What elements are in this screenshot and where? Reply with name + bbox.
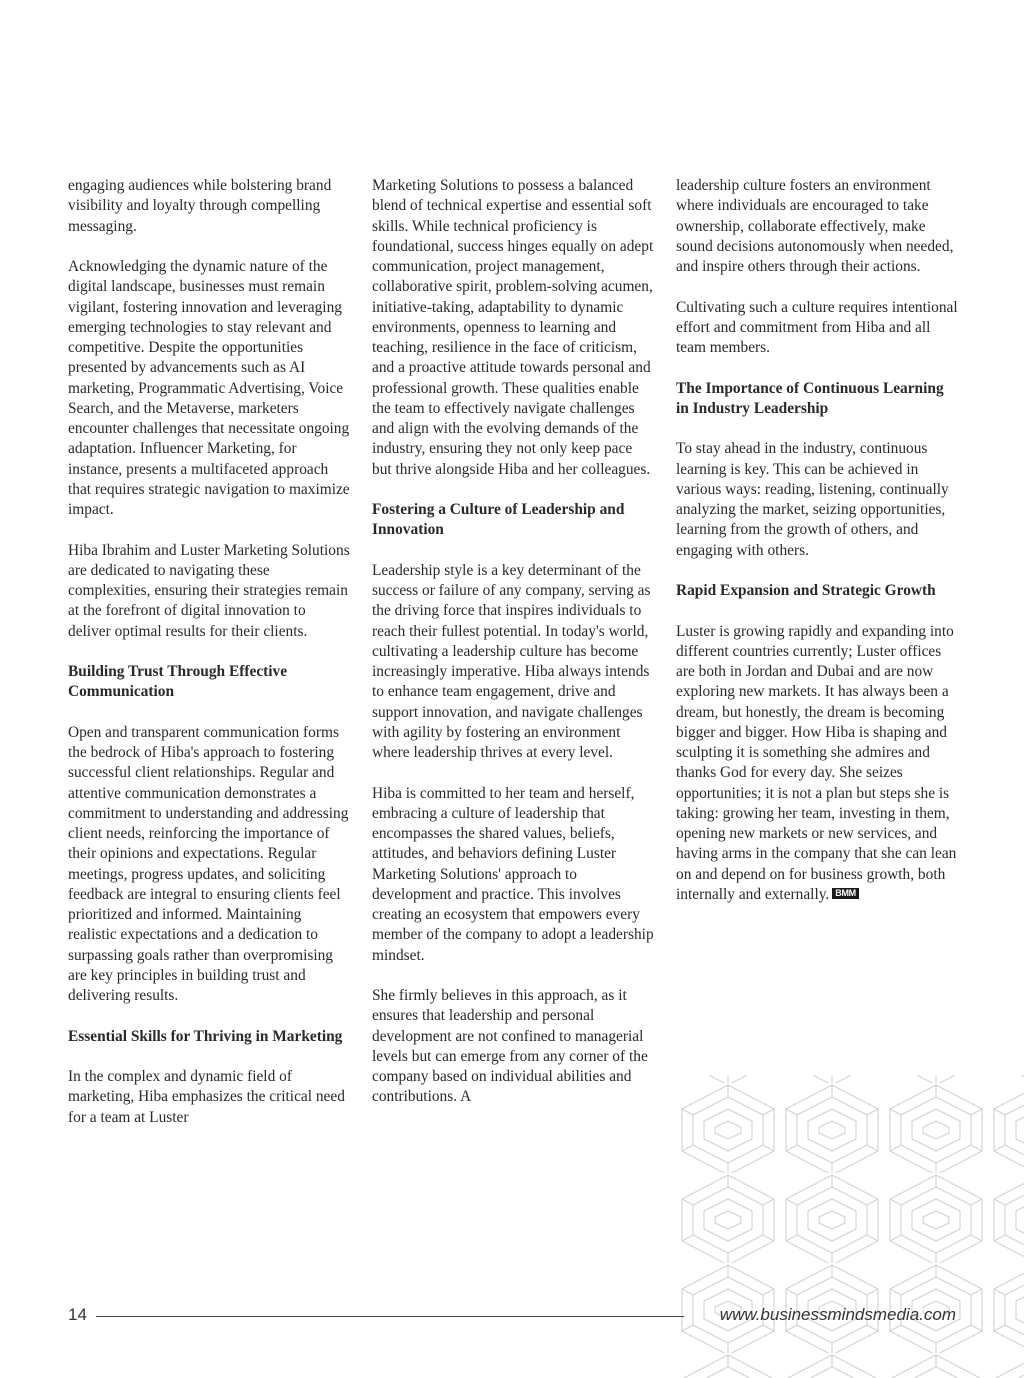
section-heading-text: Fostering a Culture of Leadership and Innovation xyxy=(372,501,625,539)
paragraph-text: engaging audiences while bolstering brand visibility and loyalty through compelling messaging. xyxy=(68,177,332,235)
paragraph xyxy=(676,298,958,359)
paragraph-text: Marketing Solutions to possess a balanced blend of technical expertise and essential soft skills. While technical proficiency is foundational, success hinges equally on adept communication, project management, collaborative spirit, problem-solving acumen, initiative-taking, adaptability to dynamic environments, openness to learning and teaching, resilience in the face of criticism, and a proactive attitude towards personal and professional growth. These qualities enable the team to effectively navigate challenges and align with the evolving demands of the industry, ensuring they not only keep pace but thrive alongside Hiba and her colleagues. xyxy=(372,177,654,478)
paragraph-text: Open and transparent communication forms the bedrock of Hiba's approach to fostering successful client relationships. Regular and attentive communication demonstrates a commitment to understanding and addressing client needs, reinforcing the importance of their opinions and expectations. Regular meetings, progress updates, and soliciting feedback are integral to ensuring clients feel prioritized and informed. Maintaining realistic expectations and a dedication to surpassing goals rather than overpromising are key principles in building trust and delivering results. xyxy=(68,723,349,1004)
paragraph-text: Acknowledging the dynamic nature of the digital landscape, businesses must remain vigilant, fostering innovation and leveraging emerging technologies to stay relevant and competitive. Despite the opportunities presented by advancements such as AI marketing, Programmatic Advertising, Voice Search, and the Metaverse, marketers encounter challenges that necessitate ongoing adaptation. Influencer Marketing, for instance, presents a multifaceted approach that requires strategic navigation to maximize impact. xyxy=(68,258,350,518)
paragraph-text: leadership culture fosters an environment where individuals are encouraged to take ownership, collaborate effectively, make sound decisions autonomously when needed, and inspire others through their actions. xyxy=(676,177,954,275)
paragraph-text: Hiba Ibrahim and Luster Marketing Solutions are dedicated to navigating these complexities, ensuring their strategies remain at the forefront of digital innovation to deliver optimal results for their clients. xyxy=(68,541,350,640)
paragraph-text: Luster is growing rapidly and expanding into different countries currently; Luster offices are both in Jordan and Dubai and are now exploring new markets. It has always been a dream, but honestly, the dream is becoming bigger and bigger. How Hiba is shaping and sculpting it is something she admires and thanks God for every day. She seizes opportunities; it is not a plan but steps she is taking: growing her team, investing in them, opening new markets or new services, and having arms in the company that she can lean on and depend on for business growth, both internally and externally. xyxy=(676,622,957,903)
paragraph xyxy=(68,541,350,642)
paragraph xyxy=(68,257,350,520)
section-heading-text: Essential Skills for Thriving in Marketing xyxy=(68,1027,343,1045)
paragraph xyxy=(372,986,654,1108)
section-heading-text: Rapid Expansion and Strategic Growth xyxy=(676,582,936,599)
article-column-2 xyxy=(372,176,654,1128)
paragraph-text: In the complex and dynamic field of marketing, Hiba emphasizes the critical need for a team at Luster xyxy=(68,1068,345,1126)
paragraph xyxy=(68,723,350,1007)
section-heading xyxy=(676,379,958,420)
bmm-end-badge: BMM xyxy=(832,888,859,899)
paragraph-text: Hiba is committed to her team and herself, embracing a culture of leadership that encompasses the shared values, beliefs, attitudes, and behaviors defining Luster Marketing Solutions' approach to development and practice. This involves creating an ecosystem that empowers every member of the company to adopt a leadership mindset. xyxy=(372,784,654,964)
footer-website: www.businessmindsmedia.com xyxy=(719,1305,956,1324)
article-column-1 xyxy=(68,176,350,1148)
paragraph xyxy=(676,439,958,561)
paragraph-text: Leadership style is a key determinant of the success or failure of any company, serving as the driving force that inspires individuals to reach their fullest potential. In today's world, cultivating a leadership culture has become increasingly imperative. Hiba always intends to enhance team engagement, drive and support innovation, and navigate challenges with agility by fostering an environment where leadership thrives at every level. xyxy=(372,561,651,761)
paragraph xyxy=(676,622,958,906)
paragraph xyxy=(68,176,350,237)
paragraph xyxy=(372,561,654,764)
paragraph xyxy=(68,1067,350,1128)
page-number: 14 xyxy=(68,1305,87,1324)
section-heading xyxy=(68,662,350,703)
paragraph-text: To stay ahead in the industry, continuous learning is key. This can be achieved in various ways: reading, listening, continually analyzing the market, seizing opportunities, learning from the growth of others, and engaging with others. xyxy=(676,440,949,559)
hexagon-pattern-decoration xyxy=(672,1075,1024,1378)
section-heading xyxy=(372,500,654,541)
paragraph-text: Cultivating such a culture requires intentional effort and commitment from Hiba and all team members. xyxy=(676,298,958,356)
section-heading xyxy=(68,1027,350,1047)
section-heading-text: Building Trust Through Effective Communication xyxy=(68,663,288,701)
paragraph xyxy=(372,176,654,480)
article-column-3 xyxy=(676,176,958,925)
paragraph xyxy=(676,176,958,277)
paragraph-text: She firmly believes in this approach, as it ensures that leadership and personal development are not confined to managerial levels but can emerge from any corner of the company based on individual abilities and contributions. A xyxy=(372,987,648,1106)
footer-divider xyxy=(96,1316,684,1317)
section-heading-text: The Importance of Continuous Learning in Industry Leadership xyxy=(676,379,944,417)
paragraph xyxy=(372,784,654,966)
section-heading xyxy=(676,581,958,601)
